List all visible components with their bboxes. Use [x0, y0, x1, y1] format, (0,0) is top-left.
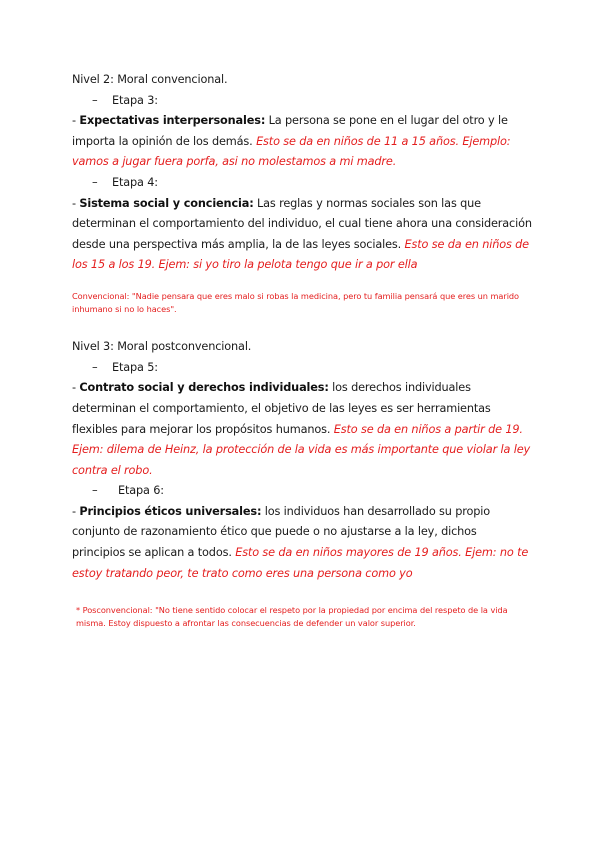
nivel-2-heading: Nivel 2: Moral convencional.: [72, 73, 228, 86]
bullet-prefix: -: [72, 504, 80, 518]
etapa-3-paragraph: [72, 111, 532, 173]
etapa-6-paragraph: [72, 502, 532, 584]
etapa-6-label: Etapa 6:: [118, 484, 164, 498]
etapa-3-label: Etapa 3:: [112, 93, 158, 107]
etapa-4-term: Sistema social y conciencia:: [79, 196, 254, 210]
etapa-5-label: Etapa 5:: [112, 360, 158, 374]
convencional-note: Convencional: "Nadie pensara que eres malo si robas la medicina, pero tu familia pensará que eres un marido inhumano si no lo haces".: [72, 290, 520, 314]
etapa-5-example: Esto se da en niños a partir de 19. Ejem: dilema de Heinz, la protección de la vida es más importante que violar la ley contra el robo.: [72, 422, 531, 477]
etapa-4-label: Etapa 4:: [112, 175, 158, 189]
dash-bullet: –: [92, 360, 98, 374]
etapa-3-item: [72, 91, 532, 112]
dash-bullet: –: [92, 484, 98, 498]
etapa-5-term: Contrato social y derechos individuales:: [79, 381, 329, 395]
bullet-prefix: -: [72, 114, 80, 128]
etapa-6-term: Principios éticos universales:: [79, 504, 262, 518]
etapa-5-paragraph: [72, 378, 532, 481]
etapa-4-paragraph: [72, 194, 532, 276]
etapa-5-text: los derechos individuales determinan el comportamiento, el objetivo de las leyes es ser herramientas flexibles para mejorar los propósitos humanos.: [72, 381, 491, 436]
posconvencional-note: * Posconvencional: "No tiene sentido colocar el respeto por la propiedad por encima del respeto de la vida misma. Estoy dispuesto a afrontar las consecuencias de defender un valor superior.: [76, 605, 508, 628]
etapa-4-text: Las reglas y normas sociales son las que determinan el comportamiento del individuo, el cual tiene ahora una consideración desde una perspectiva más amplia, la de las leyes sociales.: [72, 196, 532, 251]
etapa-3-term: Expectativas interpersonales:: [79, 114, 266, 128]
dash-bullet: –: [92, 93, 98, 107]
etapa-4-example: Esto se da en niños de los 15 a los 19. Ejem: si yo tiro la pelota tengo que ir a por ella: [72, 237, 529, 272]
etapa-6-text: los individuos han desarrollado su propio conjunto de razonamiento ético que puede o no ajustarse a la ley, dichos principios se aplican a todos.: [72, 504, 491, 560]
document-body: [72, 70, 532, 629]
etapa-5-item: [72, 358, 532, 379]
dash-bullet: –: [92, 175, 98, 189]
etapa-4-item: [72, 173, 532, 194]
etapa-6-example: Esto se da en niños mayores de 19 años. Ejem: no te estoy tratando peor, te trato como eres una persona como yo: [72, 546, 529, 580]
etapa-6-item: [72, 481, 532, 502]
bullet-prefix: -: [72, 381, 80, 395]
bullet-prefix: -: [72, 196, 80, 210]
nivel-3-heading: Nivel 3: Moral postconvencional.: [72, 340, 252, 354]
etapa-3-example: Esto se da en niños de 11 a 15 años. Ejemplo: vamos a jugar fuera porfa, asi no molestamos a mi madre.: [72, 134, 511, 169]
etapa-3-text: La persona se pone en el lugar del otro y le importa la opinión de los demás.: [72, 114, 508, 148]
